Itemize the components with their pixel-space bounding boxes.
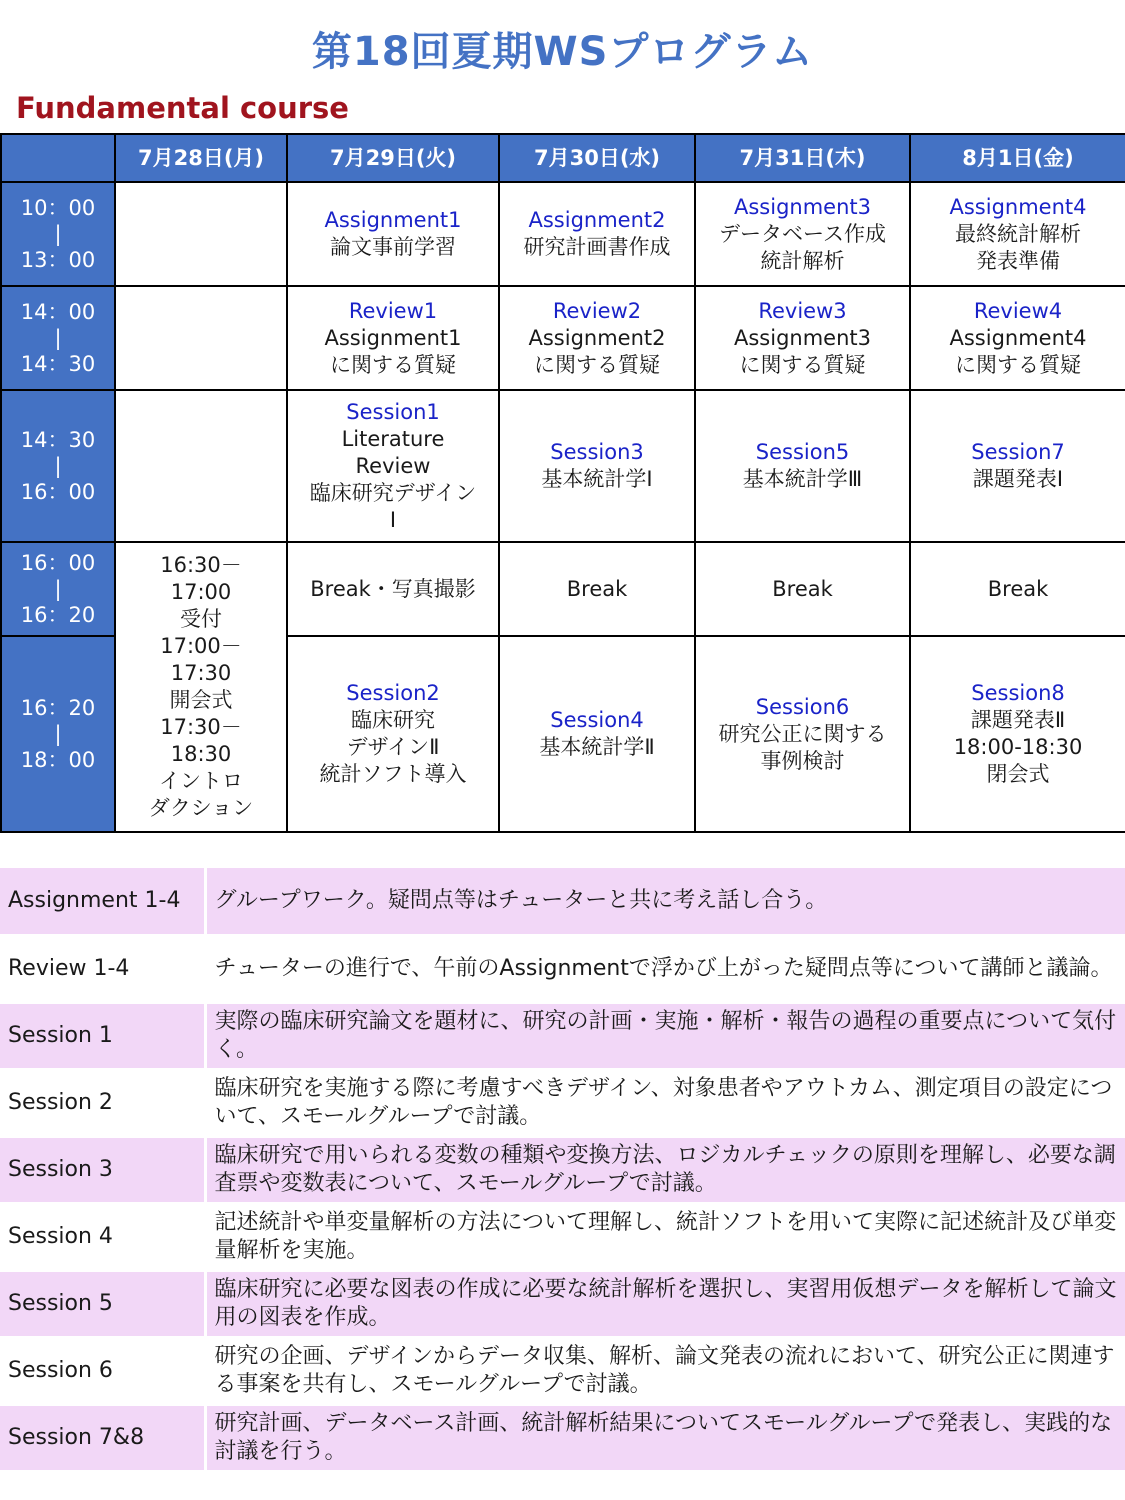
time-end: 16：20: [20, 603, 96, 627]
time-start: 14：30: [20, 428, 96, 452]
opening-day-line: ダクション: [148, 796, 254, 820]
session-title: Assignment1: [324, 208, 462, 232]
session-cell: [287, 286, 499, 390]
day-header: 7月30日(水): [499, 134, 695, 182]
opening-day-line: 18:30: [170, 742, 232, 766]
session-title: Session7: [971, 440, 1065, 464]
time-start: 16：00: [20, 551, 96, 575]
opening-day-line: 開会式: [169, 688, 233, 712]
session-cell: [287, 182, 499, 286]
session-cell: [499, 636, 695, 832]
empty-cell: [115, 286, 287, 390]
session-detail: 基本統計学Ⅰ: [541, 467, 653, 491]
schedule-row: [1, 286, 1125, 390]
opening-day-line: 17:30－: [160, 715, 242, 739]
opening-day-line: 16:30－: [160, 553, 242, 577]
opening-day-cell: [115, 542, 287, 832]
course-subtitle: Fundamental course: [16, 91, 349, 125]
time-slot: [1, 636, 115, 832]
session-detail: 臨床研究デザイン: [309, 480, 477, 505]
schedule-row: [1, 390, 1125, 542]
session-detail: Ⅰ: [389, 507, 397, 532]
description-row: [0, 1404, 1125, 1471]
session-detail: Assignment3: [733, 325, 871, 350]
description-text: 実際の臨床研究論文を題材に、研究の計画・実施・解析・報告の過程の重要点について気付く。: [205, 1002, 1125, 1069]
session-detail: Literature: [341, 426, 445, 451]
description-text: チューターの進行で、午前のAssignmentで浮かび上がった疑問点等について講師と議論。: [205, 935, 1125, 1002]
session-detail: Break・写真撮影: [310, 576, 476, 601]
session-cell: [910, 542, 1125, 636]
session-title: Session1: [346, 399, 440, 424]
session-detail: に関する質疑: [330, 352, 456, 377]
session-detail: 基本統計学Ⅱ: [539, 735, 655, 759]
description-text: 臨床研究で用いられる変数の種類や変換方法、ロジカルチェックの原則を理解し、必要な調査票や変数表について、スモールグループで討議。: [205, 1136, 1125, 1203]
time-slot: [1, 182, 115, 286]
session-title: Session2: [346, 681, 440, 705]
schedule-header-row: [1, 134, 1125, 182]
session-detail: 研究計画書作成: [523, 235, 671, 259]
description-key: Session 6: [0, 1337, 205, 1404]
session-cell: [287, 636, 499, 832]
session-detail: 発表準備: [976, 248, 1060, 273]
time-sep: |: [54, 222, 62, 246]
description-text: 研究の企画、デザインからデータ収集、解析、論文発表の流れにおいて、研究公正に関連する事案を共有し、スモールグループで討議。: [205, 1337, 1125, 1404]
time-start: 14：00: [20, 300, 96, 324]
session-title: Session6: [755, 694, 850, 719]
session-title: Session4: [550, 708, 644, 732]
session-title: Assignment4: [949, 194, 1087, 219]
session-title: Session3: [550, 440, 644, 464]
description-key: Session 2: [0, 1069, 205, 1136]
session-cell: [910, 286, 1125, 390]
session-title: Review2: [552, 298, 642, 323]
time-slot: [1, 286, 115, 390]
session-title: Assignment2: [528, 208, 666, 232]
session-cell: [499, 286, 695, 390]
opening-day-line: 17:00－: [160, 634, 242, 658]
session-detail: デザインⅡ: [346, 735, 440, 759]
session-cell: [695, 636, 910, 832]
session-detail: Break: [772, 576, 833, 601]
description-key: Session 1: [0, 1002, 205, 1069]
day-header: 8月1日(金): [910, 134, 1125, 182]
description-row: [0, 868, 1125, 935]
session-detail: データベース作成: [719, 221, 886, 246]
time-end: 16：00: [20, 480, 96, 504]
schedule-row: [1, 182, 1125, 286]
session-title: Review1: [348, 298, 438, 323]
session-detail: Break: [987, 576, 1049, 601]
session-cell: [695, 390, 910, 542]
description-row: [0, 1136, 1125, 1203]
time-start: 10：00: [20, 196, 96, 220]
session-detail: 閉会式: [986, 762, 1050, 786]
page-title: 第18回夏期WSプログラム: [311, 29, 814, 75]
session-detail: Review: [355, 453, 431, 478]
session-detail: に関する質疑: [955, 352, 1081, 377]
description-table: [0, 868, 1125, 1473]
day-header: 7月29日(火): [287, 134, 499, 182]
session-cell: [695, 286, 910, 390]
description-row: [0, 1002, 1125, 1069]
session-detail: 課題発表Ⅰ: [972, 467, 1064, 491]
session-cell: [287, 542, 499, 636]
description-text: 臨床研究に必要な図表の作成に必要な統計解析を選択し、実習用仮想データを解析して論文用の図表を作成。: [205, 1270, 1125, 1337]
time-sep: |: [54, 326, 62, 350]
session-detail: 統計ソフト導入: [319, 762, 467, 786]
description-text: 記述統計や単変量解析の方法について理解し、統計ソフトを用いて実際に記述統計及び単変量解析を実施。: [205, 1203, 1125, 1270]
session-title: Session5: [755, 440, 850, 464]
description-text: グループワーク。疑問点等はチューターと共に考え話し合う。: [205, 868, 1125, 935]
time-end: 13：00: [20, 248, 96, 272]
opening-day-line: 受付: [180, 607, 222, 631]
description-row: [0, 1069, 1125, 1136]
session-cell: [695, 542, 910, 636]
session-detail: 最終統計解析: [955, 221, 1081, 246]
session-title: Review4: [973, 298, 1063, 323]
time-end: 18：00: [20, 748, 96, 772]
description-text: 研究計画、データベース計画、統計解析結果についてスモールグループで発表し、実践的な討議を行う。: [205, 1404, 1125, 1471]
time-start: 16：20: [20, 696, 96, 720]
description-key: Assignment 1-4: [0, 868, 205, 935]
time-sep: |: [54, 577, 62, 601]
time-sep: |: [54, 454, 62, 478]
description-text: 臨床研究を実施する際に考慮すべきデザイン、対象患者やアウトカム、測定項目の設定について、スモールグループで討議。: [205, 1069, 1125, 1136]
day-header: 7月31日(木): [695, 134, 910, 182]
description-row: [0, 1337, 1125, 1404]
opening-day-line: 17:00: [170, 580, 232, 604]
description-key: Session 3: [0, 1136, 205, 1203]
schedule-row: [1, 542, 1125, 636]
session-cell: [499, 542, 695, 636]
description-key: Session 4: [0, 1203, 205, 1270]
time-slot: [1, 390, 115, 542]
empty-cell: [115, 182, 287, 286]
session-cell: [695, 182, 910, 286]
session-detail: 論文事前学習: [330, 235, 456, 259]
session-detail: Assignment2: [528, 325, 666, 350]
session-detail: 課題発表Ⅱ: [970, 708, 1066, 732]
time-slot: [1, 542, 115, 636]
description-row: [0, 935, 1125, 1002]
description-key: Session 5: [0, 1270, 205, 1337]
session-cell: [287, 390, 499, 542]
session-cell: [910, 390, 1125, 542]
empty-cell: [115, 390, 287, 542]
session-detail: に関する質疑: [739, 352, 866, 377]
session-title: Review3: [758, 298, 847, 323]
session-detail: に関する質疑: [534, 352, 660, 377]
session-detail: 研究公正に関する: [718, 721, 887, 746]
description-key: Review 1-4: [0, 935, 205, 1002]
session-cell: [499, 182, 695, 286]
session-detail: Assignment1: [324, 325, 462, 350]
session-detail: 基本統計学Ⅲ: [742, 467, 863, 491]
day-header: 7月28日(月): [115, 134, 287, 182]
description-key: Session 7&8: [0, 1404, 205, 1471]
session-detail: Break: [566, 576, 628, 601]
corner-cell: [1, 134, 115, 182]
session-detail: 事例検討: [760, 748, 845, 773]
session-detail: 18:00-18:30: [953, 735, 1083, 759]
description-row: [0, 1270, 1125, 1337]
opening-day-line: イントロ: [159, 769, 243, 793]
opening-day-line: 17:30: [170, 661, 232, 685]
time-sep: |: [54, 722, 62, 746]
time-end: 14：30: [20, 352, 96, 376]
session-detail: 臨床研究: [351, 708, 435, 732]
session-detail: 統計解析: [760, 248, 845, 273]
session-detail: Assignment4: [949, 325, 1087, 350]
session-cell: [910, 636, 1125, 832]
schedule-table: [0, 133, 1125, 833]
session-cell: [499, 390, 695, 542]
session-title: Assignment3: [733, 194, 871, 219]
description-row: [0, 1203, 1125, 1270]
session-title: Session8: [971, 681, 1065, 705]
session-cell: [910, 182, 1125, 286]
